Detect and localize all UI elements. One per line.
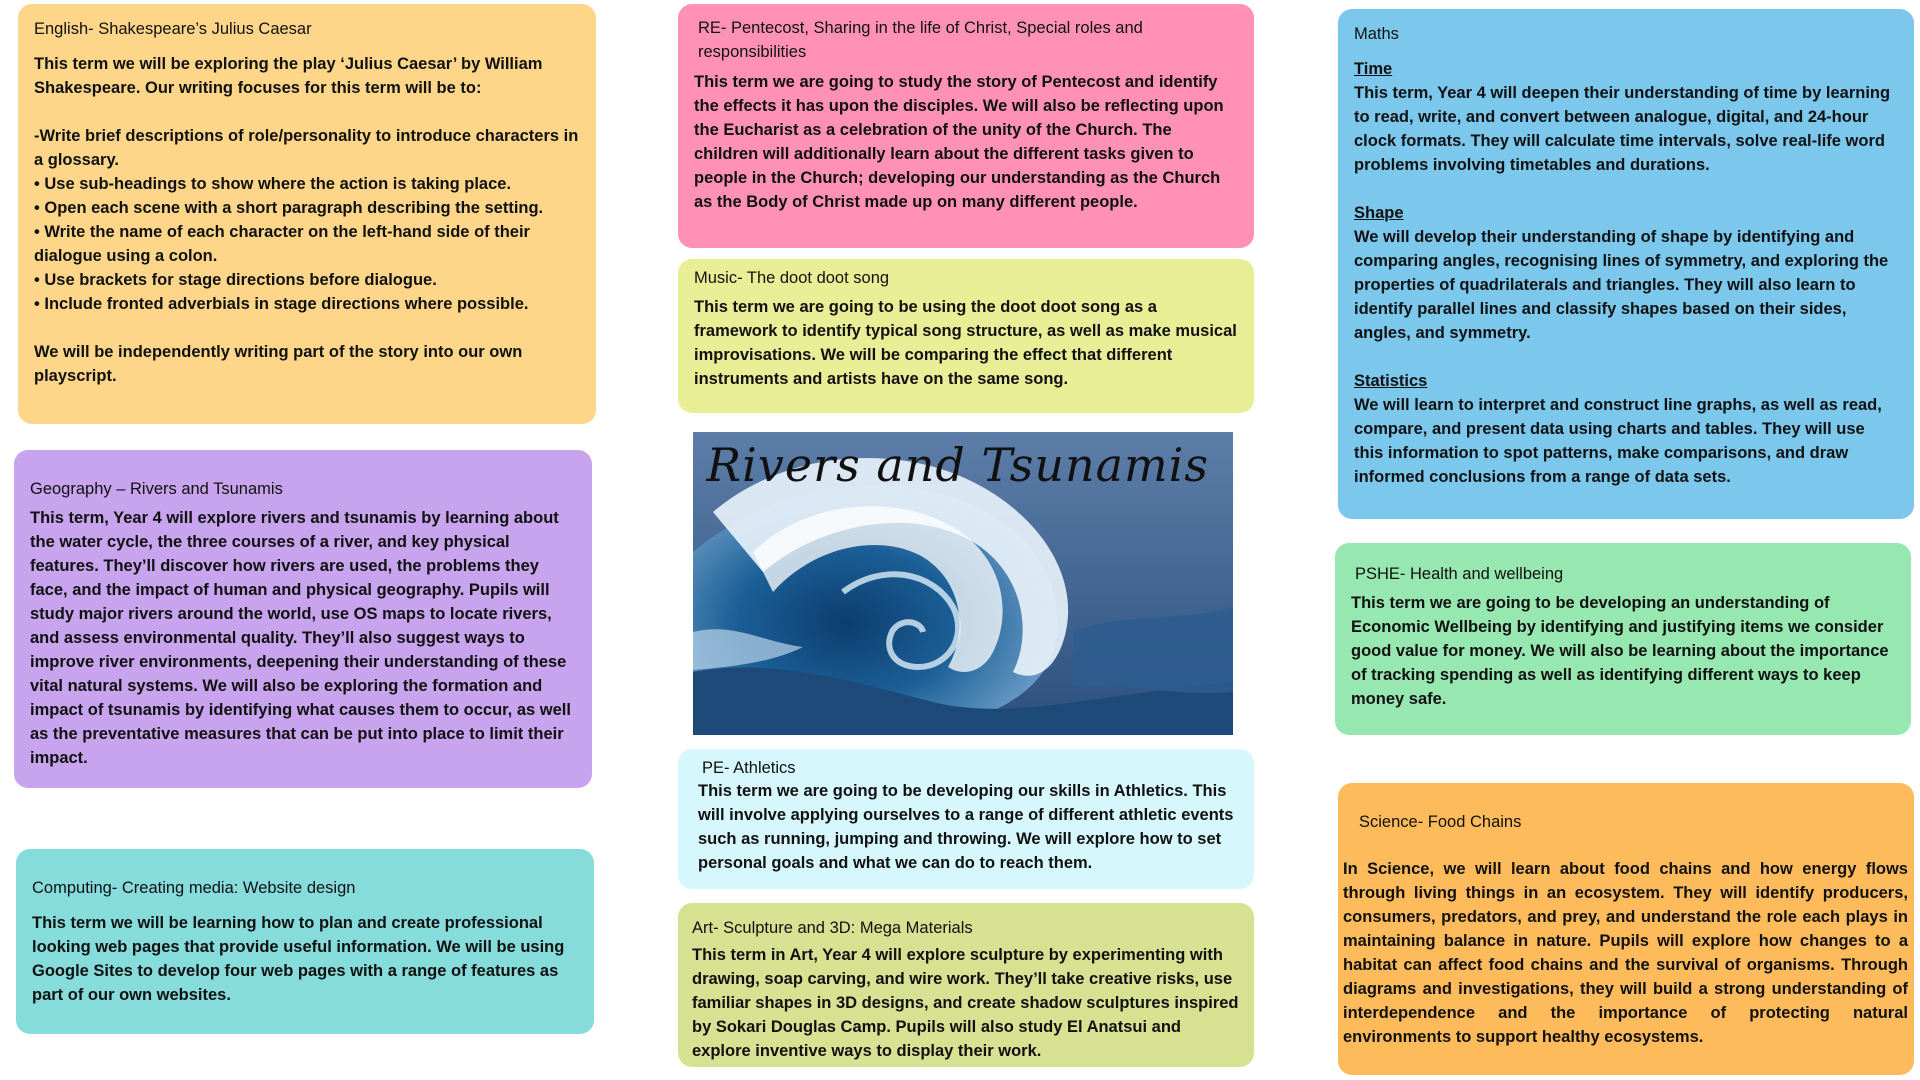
geography-body: This term, Year 4 will explore rivers and tsunamis by learning about the water cycle, the three courses of a river, and key physical features. They’ll discover how rivers are used, the problems they face, and the impact of human and physical geography. Pupils will study major rivers around the world, use OS maps to locate rivers, and assess environmental quality. They’ll also suggest ways to improve river environments, deepening their understanding of these vital natural systems. We will also be exploring the formation and impact of tsunamis by identifying what causes them to occur, as well as the preventative measures that can be put into place to limit their impact. xyxy=(30,509,571,767)
maths-section-statistics xyxy=(1354,369,1898,489)
computing-body: This term we will be learning how to plan and create professional looking web pages that provide useful information. We will be using Google Sites to develop four web pages with a range of features as part of our own websites. xyxy=(32,914,565,1004)
maths-shape-heading: Shape xyxy=(1354,204,1404,222)
pshe-body: This term we are going to be developing an understanding of Economic Wellbeing by identifying and justifying items we consider good value for money. We will also be learning about the importance of tracking spending as well as identifying different ways to keep money safe. xyxy=(1351,594,1889,708)
english-body: This term we will be exploring the play ‘Julius Caesar’ by William Shakespeare. Our writing focuses for this term will be to: -Write brief descriptions of role/personality to introduce characters in a glossary. • Use sub-headings to show where the action is taking place. • Open each scene with a short paragraph describing the setting. • Write the name of each character on the left-hand side of their dialogue using a colon. • Use brackets for stage directions before dialogue. • Include fronted adverbials in stage directions where possible. We will be independently writing part of the story into our own playscript. xyxy=(34,55,579,385)
pshe-card xyxy=(1335,543,1911,735)
maths-statistics-heading: Statistics xyxy=(1354,372,1428,390)
pshe-title: PSHE- Health and wellbeing xyxy=(1355,565,1564,583)
computing-card xyxy=(16,849,594,1034)
pe-body: This term we are going to be developing our skills in Athletics. This will involve applying ourselves to a range of different athletic events such as running, jumping and throwing. We will explore how to set personal goals and what we can do to reach them. xyxy=(698,782,1234,872)
re-body: This term we are going to study the story of Pentecost and identify the effects it has upon the disciples. We will also be reflecting upon the Eucharist as a celebration of the unity of the Church. The children will additionally learn about the different tasks given to people in the Church; developing our understanding as the Church as the Body of Christ made up on many different people. xyxy=(694,73,1224,211)
geography-card xyxy=(14,450,592,788)
music-body: This term we are going to be using the doot doot song as a framework to identify typical song structure, as well as make musical improvisations. We will be comparing the effect that different instruments and artists have on the same song. xyxy=(694,298,1237,388)
geography-title: Geography – Rivers and Tsunamis xyxy=(30,480,283,498)
science-body: In Science, we will learn about food chains and how energy flows through living things in an ecosystem. They will identify producers, consumers, predators, and prey, and understand the role each plays in maintaining balance in nature. Pupils will explore how changes to a habitat can affect food chains and the survival of organisms. Through diagrams and investigations, they will build a strong understanding of interdependence and the importance of protecting natural environments to support healthy ecosystems. xyxy=(1343,860,1908,1046)
maths-section-shape xyxy=(1354,201,1898,345)
re-card xyxy=(678,4,1254,248)
music-card xyxy=(678,259,1254,413)
pe-title: PE- Athletics xyxy=(702,759,796,777)
english-card xyxy=(18,4,596,424)
maths-shape-body: We will develop their understanding of shape by identifying and comparing angles, recognising lines of symmetry, and exploring the properties of quadrilaterals and triangles. They will also learn to identify parallel lines and classify shapes based on their sides, angles, and symmetry. xyxy=(1354,228,1889,342)
maths-card xyxy=(1338,9,1914,519)
art-title: Art- Sculpture and 3D: Mega Materials xyxy=(692,919,973,937)
maths-time-body: This term, Year 4 will deepen their understanding of time by learning to read, write, and convert between analogue, digital, and 24-hour clock formats. They will calculate time intervals, solve real-life word problems involving timetables and durations. xyxy=(1354,84,1891,174)
maths-title: Maths xyxy=(1354,25,1399,43)
science-title: Science- Food Chains xyxy=(1359,813,1522,831)
banner-title: Rivers and Tsunamis xyxy=(706,438,1209,492)
art-body: This term in Art, Year 4 will explore sculpture by experimenting with drawing, soap carving, and wire work. They’ll take creative risks, use familiar shapes in 3D designs, and create shadow sculptures inspired by Sokari Douglas Camp. Pupils will also study El Anatsui and explore inventive ways to display their work. xyxy=(692,946,1239,1060)
english-title: English- Shakespeare’s Julius Caesar xyxy=(34,20,312,38)
computing-title: Computing- Creating media: Website design xyxy=(32,879,356,897)
maths-statistics-body: We will learn to interpret and construct line graphs, as well as read, compare, and present data using charts and tables. They will use this information to spot patterns, make comparisons, and draw informed conclusions from a range of data sets. xyxy=(1354,396,1882,486)
rivers-tsunamis-banner xyxy=(693,432,1233,735)
art-card xyxy=(678,903,1254,1067)
re-title: RE- Pentecost, Sharing in the life of Christ, Special roles and responsibilities xyxy=(698,19,1143,61)
maths-time-heading: Time xyxy=(1354,60,1393,78)
science-card xyxy=(1338,783,1914,1075)
pe-card xyxy=(678,749,1254,889)
music-title: Music- The doot doot song xyxy=(694,269,890,287)
maths-section-time xyxy=(1354,57,1898,177)
